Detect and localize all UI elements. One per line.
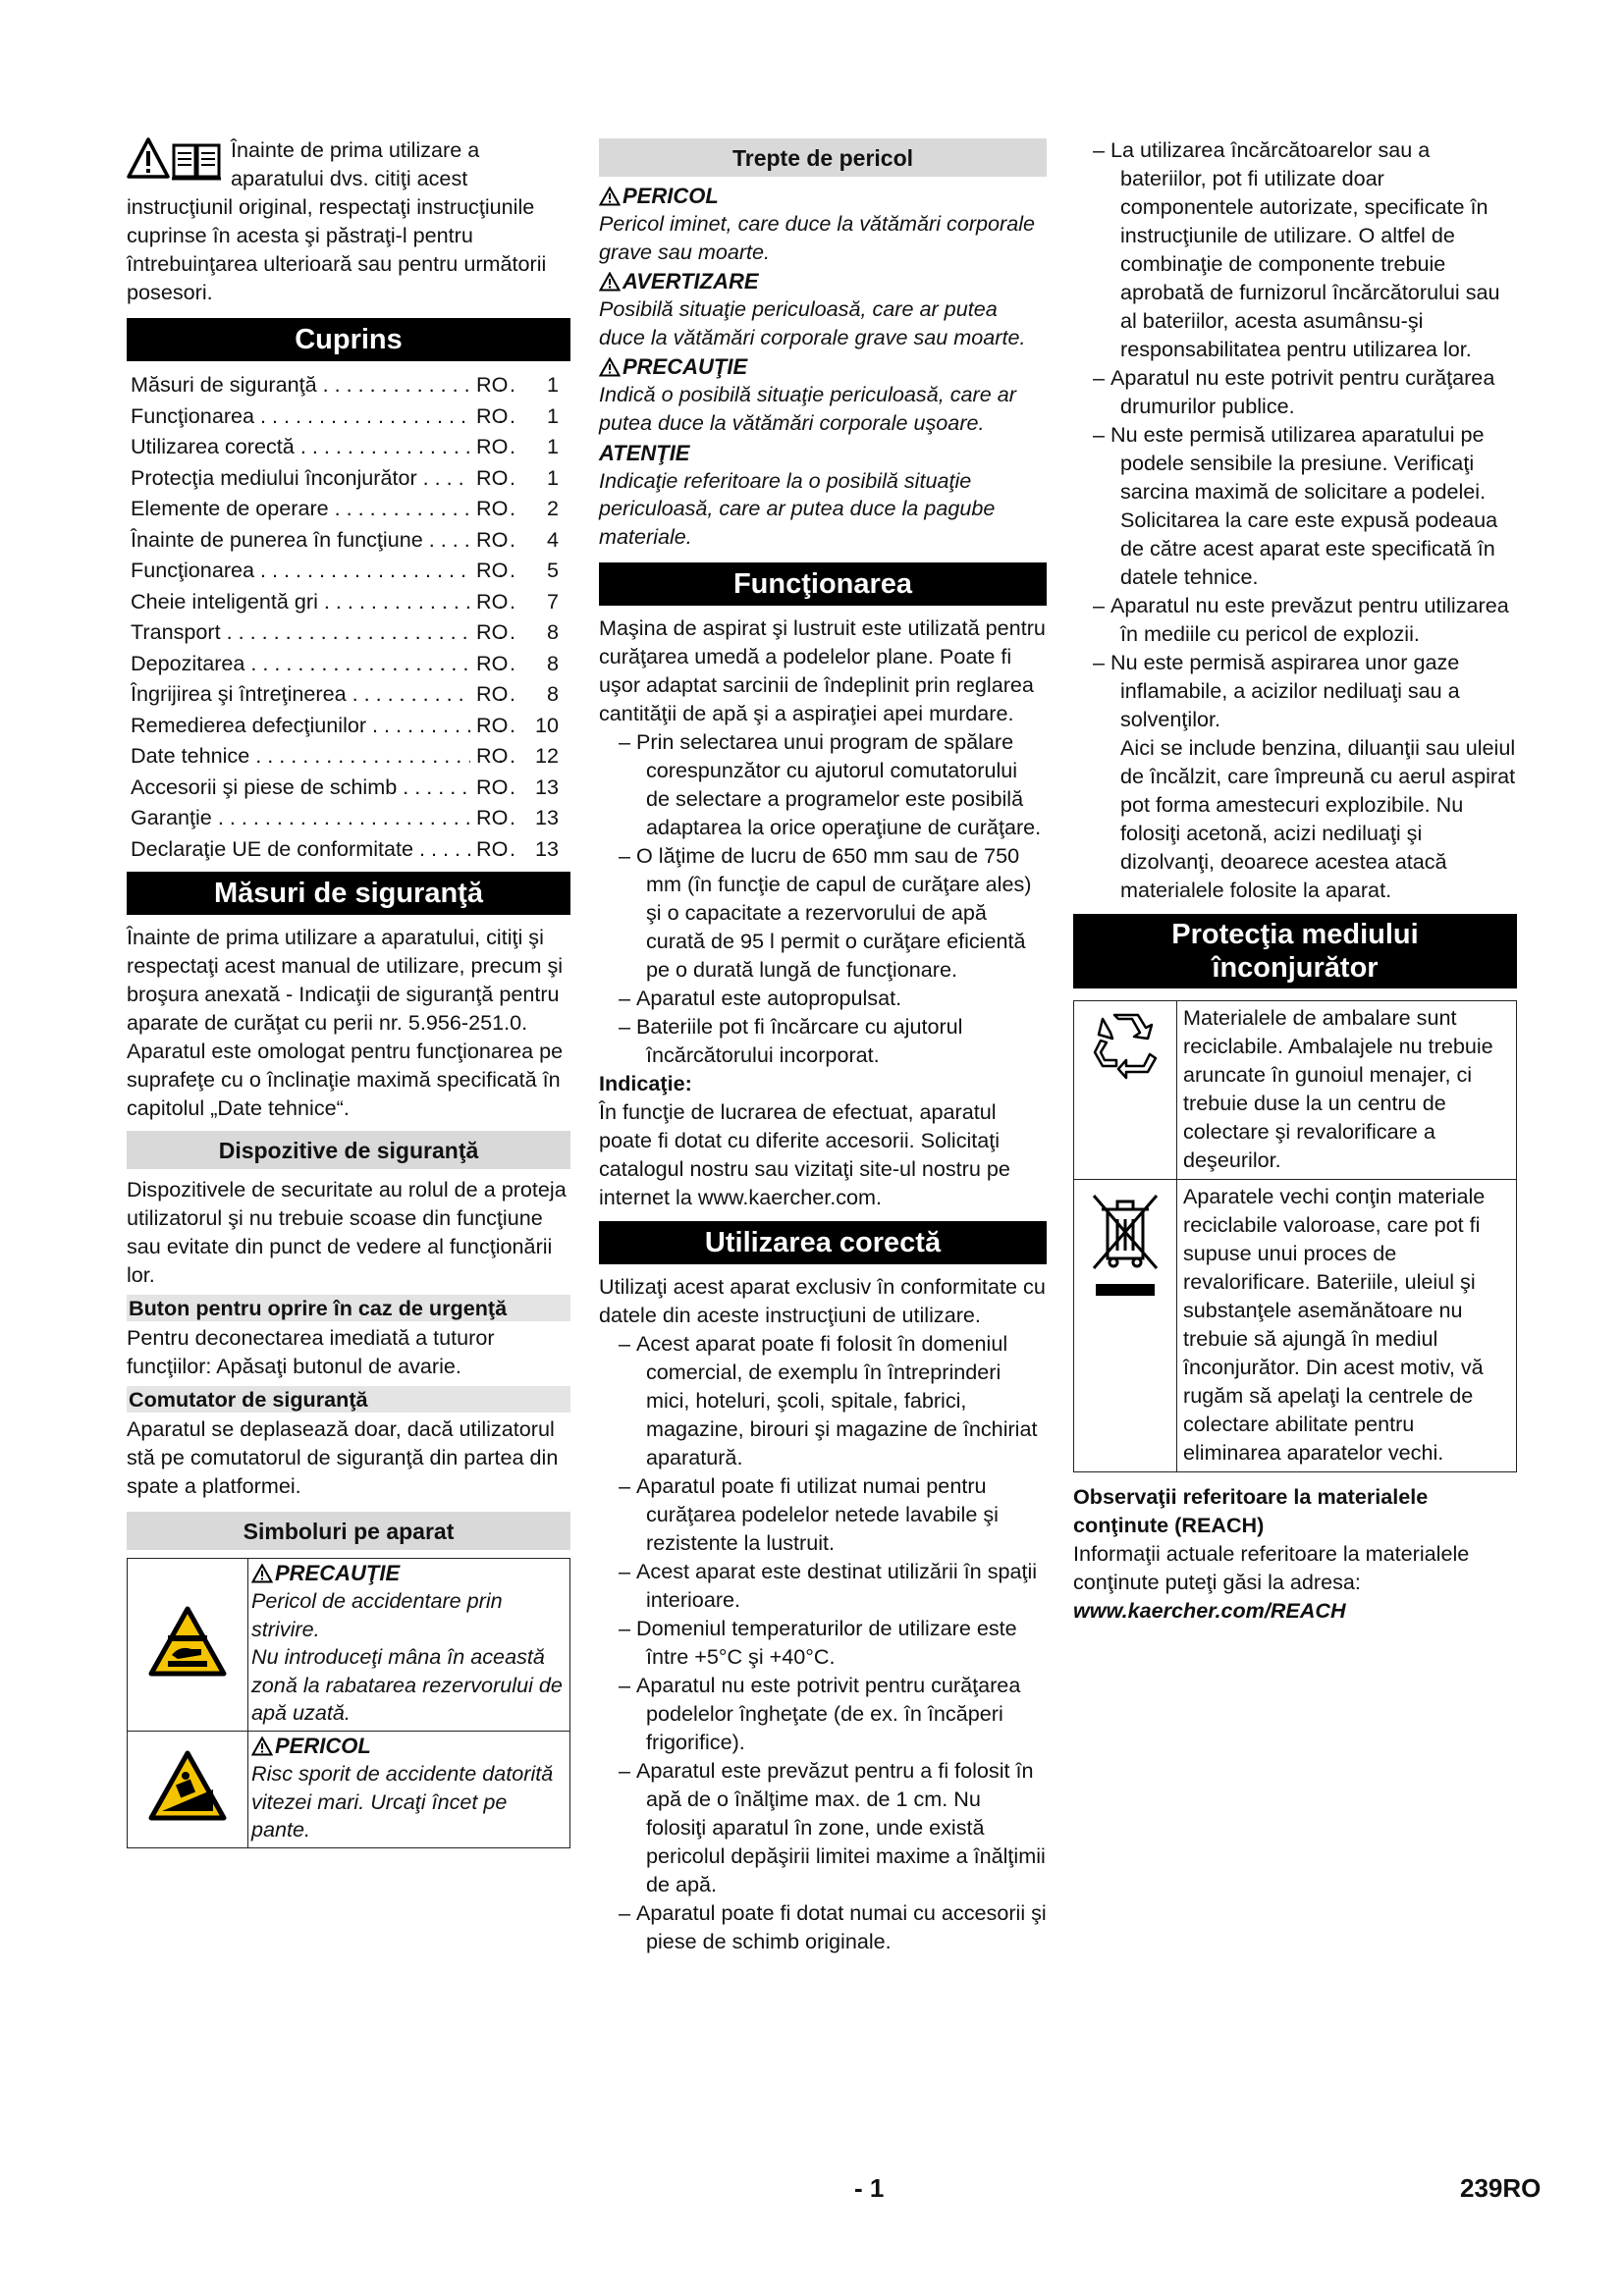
toc-item-lang: RO <box>476 402 509 428</box>
safety-heading: Măsuri de siguranţă <box>127 872 570 915</box>
list-item: – Nu este permisă aspirarea unor gaze inflamabile, a acizilor nediluaţi sau a solvenţilor. <box>1073 648 1517 733</box>
toc-item-lang: RO <box>476 464 509 490</box>
toc-row[interactable] <box>131 400 570 432</box>
toc-row[interactable] <box>131 586 570 617</box>
hazard-text: Pericol iminet, care duce la vătămări corporale grave sau moarte. <box>599 211 1036 264</box>
toc-row[interactable] <box>131 616 570 648</box>
toc-item-title: Înainte de punerea în funcţiune . . . <box>131 524 470 556</box>
list-item: – Domeniul temperaturilor de utilizare este între +5°C şi +40°C. <box>599 1614 1047 1671</box>
list-item: – Aparatul nu este potrivit pentru curăţarea drumurilor publice. <box>1073 363 1517 420</box>
toc-item-page: . . 5 <box>525 555 559 586</box>
hazard-text: Posibilă situaţie periculoasă, care ar putea duce la vătămări corporale grave sau moarte. <box>599 296 1026 349</box>
function-heading: Funcţionarea <box>599 562 1047 606</box>
list-item: – Aparatul poate fi utilizat numai pentru curăţarea podelelor netede lavabile şi rezistente la lustruit. <box>599 1471 1047 1557</box>
list-item: – Acest aparat este destinat utilizării în spaţii interioare. <box>599 1557 1047 1614</box>
safety-switch-heading: Comutator de siguranţă <box>127 1386 570 1413</box>
toc-item-page: . . 12 <box>525 740 559 772</box>
symbol-image-cell <box>128 1731 248 1847</box>
hazard-text: Indică o posibilă situaţie periculoasă, care ar putea duce la vătămări corporale uşoare. <box>599 382 1016 435</box>
toc-row[interactable] <box>131 772 570 803</box>
reach-heading: Observaţii referitoare la materialele conţinute (REACH) <box>1073 1484 1429 1537</box>
toc-row[interactable] <box>131 678 570 710</box>
environment-row <box>1074 1180 1517 1472</box>
toc-item-title: Măsuri de siguranţă . . . <box>131 369 470 400</box>
toc-row[interactable] <box>131 524 570 556</box>
function-paragraph: Maşina de aspirat şi lustruit este utilizată pentru curăţarea umedă a podelelor plane. Poate fi uşor adaptat sarcinii de îndeplinit prin reglarea cantităţii de apă şi a aspiraţiei apei murdare. <box>599 615 1046 726</box>
toc-item-lang: RO <box>476 558 509 582</box>
safety-paragraph-1: Înainte de prima utilizare a aparatului, citiţi şi respectaţi acest manual de utilizare, precum şi broşura anexată - Indicaţii de siguranţă pentru aparate de curăţat cu perii nr. 5.956-251.0. <box>127 925 564 1035</box>
list-item: – Aparatul nu este potrivit pentru curăţarea podelelor îngheţate (de ex. în încăperi frigorifice). <box>599 1671 1047 1756</box>
hazard-heading: Trepte de pericol <box>599 138 1047 177</box>
toc-item-page: . . 8 <box>525 616 559 648</box>
toc-item-title: Declaraţie UE de conformitate . . . <box>131 833 470 865</box>
toc-item-page: . . 2 <box>525 493 559 524</box>
function-list <box>599 727 1047 1069</box>
toc-item-title: Garanţie . . . <box>131 802 470 833</box>
symbol-row <box>128 1559 570 1732</box>
toc-item-lang: RO <box>476 496 509 520</box>
list-item: – Acest aparat poate fi folosit în domeniul comercial, de exemplu în întreprinderi mici, hoteluri, şcoli, spitale, fabrici, magazine, birouri şi magazine de închiriat aparatură. <box>599 1329 1047 1471</box>
usage-list <box>599 1329 1047 1955</box>
toc-item-lang: RO <box>476 774 509 799</box>
warning-triangle-icon <box>599 357 621 377</box>
toc-item-title: Cheie inteligentă gri . . . <box>131 586 470 617</box>
environment-image-cell <box>1074 1180 1177 1472</box>
toc-item-title: Transport . . . <box>131 616 470 648</box>
symbols-heading: Simboluri pe aparat <box>127 1512 570 1550</box>
symbol-label-text: PERICOL <box>275 1733 371 1758</box>
hazard-level <box>599 268 1047 351</box>
toc-row[interactable] <box>131 833 570 865</box>
hazard-label-text: AVERTIZARE <box>623 269 759 294</box>
toc-item-page: . . 1 <box>525 369 559 400</box>
reach-text: Informaţii actuale referitoare la materialele conţinute puteţi găsi la adresa: <box>1073 1541 1470 1594</box>
toc-item-title: Îngrijirea şi întreţinerea . . . <box>131 678 470 710</box>
symbol-text-cell <box>248 1731 570 1847</box>
hazard-level <box>599 353 1047 437</box>
warning-manual-icon <box>127 137 225 181</box>
safety-paragraph-2: Aparatul este omologat pentru funcţionarea pe suprafeţe cu o înclinaţie maximă specificată în capitolul „Date tehnice“. <box>127 1039 564 1120</box>
safety-devices-text: Dispozitivele de securitate au rolul de a proteja utilizatorul şi nu trebuie scoase din funcţiune sau evitate din punct de vedere al funcţionării lor. <box>127 1177 567 1287</box>
symbol-label-text: PRECAUŢIE <box>275 1561 401 1585</box>
page-number: - 1 <box>854 2173 885 2203</box>
column-right <box>1073 135 1517 1625</box>
hazard-label-text: PRECAUŢIE <box>623 354 748 380</box>
estop-heading: Buton pentru oprire în caz de urgenţă <box>127 1295 570 1321</box>
symbol-text-cell <box>248 1559 570 1732</box>
column-middle <box>599 138 1047 1955</box>
toc-item-page: . . 13 <box>525 802 559 833</box>
symbol-text-2: Nu introduceţi mâna în această zonă la rabatarea rezervorului de apă uzată. <box>251 1644 563 1726</box>
usage-paragraph: Utilizaţi acest aparat exclusiv în conformitate cu datele din aceste instrucţiuni de utilizare. <box>599 1274 1046 1328</box>
warning-triangle-icon <box>251 1564 273 1583</box>
toc-heading: Cuprins <box>127 318 570 361</box>
toc-row[interactable] <box>131 802 570 833</box>
symbol-label <box>251 1733 567 1760</box>
symbols-table <box>127 1558 570 1848</box>
symbol-text-1: Pericol de accidentare prin strivire. <box>251 1588 503 1641</box>
toc-item-lang: RO <box>476 526 509 552</box>
toc-item-title: Funcţionarea . . . <box>131 555 470 586</box>
reach-link[interactable]: www.kaercher.com/REACH <box>1073 1598 1346 1623</box>
column-left <box>127 135 570 1848</box>
toc-item-title: Accesorii şi piese de schimb . . . <box>131 772 470 803</box>
toc-item-lang: RO <box>476 835 509 861</box>
toc-item-lang: RO <box>476 712 509 737</box>
environment-table <box>1073 1000 1517 1472</box>
crush-hazard-icon <box>148 1606 227 1677</box>
environment-text-2: Aparatele vechi conţin materiale reciclabile valoroase, care pot fi supuse unui proces de revalorificare. Bateriile, uleiul şi substanţele asemănătoare nu trebuie să ajungă în mediul înconjurător. Din acest motiv, vă rugăm să apelaţi la centrele de colectare abilitate pentru eliminarea aparatelor vechi. <box>1177 1180 1517 1472</box>
hazard-levels <box>599 183 1047 551</box>
environment-heading: Protecţia mediului înconjurător <box>1073 914 1517 988</box>
hazard-label <box>599 183 1047 210</box>
toc-item-page: . . 13 <box>525 772 559 803</box>
toc-item-title: Utilizarea corectă . . . <box>131 431 470 462</box>
environment-image-cell <box>1074 1001 1177 1180</box>
toc-row[interactable] <box>131 740 570 772</box>
recycle-icon <box>1091 1011 1160 1080</box>
solvent-note: Aici se include benzina, diluanţii sau uleiul de încălzit, care împreună cu aerul aspirat pot forma amestecuri explozibile. Nu folosiţi acetonă, acizi nediluaţi şi dizolvanţi, deoarece acestea atacă materialele folosite la aparat. <box>1120 735 1516 902</box>
list-item: – Nu este permisă utilizarea aparatului pe podele sensibile la presiune. Verificaţi sarcina maximă de solicitare a podelei. Solicitarea la care este expusă podeaua de către acest aparat este specificată în datele tehnice. <box>1073 420 1517 591</box>
symbol-label <box>251 1560 567 1587</box>
toc-row[interactable] <box>131 462 570 494</box>
toc-row[interactable] <box>131 431 570 462</box>
environment-text-1: Materialele de ambalare sunt reciclabile. Ambalajele nu trebuie aruncate în gunoiul menajer, ci trebuie duse la un centru de colectare şi revalorificare a deşeurilor. <box>1177 1001 1517 1180</box>
toc-item-page: . . 7 <box>525 586 559 617</box>
safety-devices-heading: Dispozitive de siguranţă <box>127 1131 570 1169</box>
toc-row[interactable] <box>131 493 570 524</box>
toc-item-page: . . 13 <box>525 833 559 865</box>
warning-triangle-icon <box>599 187 621 206</box>
toc-item-title: Date tehnice . . . <box>131 740 470 772</box>
intro-block <box>127 135 570 306</box>
hazard-text: Indicaţie referitoare la o posibilă situaţie periculoasă, care ar putea duce la pagube materiale. <box>599 467 996 549</box>
toc-item-title: Funcţionarea . . . <box>131 400 470 432</box>
slope-hazard-icon <box>148 1750 227 1821</box>
toc-item-title: Remedierea defecţiunilor . . . <box>131 710 470 741</box>
toc-item-title: Elemente de operare . . . <box>131 493 470 524</box>
list-item: – La utilizarea încărcătoarelor sau a bateriilor, pot fi utilizate doar componentele autorizate, specificate în instrucţiunile de utilizare. O altfel de combinaţie de componente trebuie aprobată de furnizorul încărcătorului sau al bateriilor, acesta asumânsu-şi responsabilitatea pentru utilizarea lor. <box>1073 135 1517 363</box>
toc-row[interactable] <box>131 555 570 586</box>
toc-item-lang: RO <box>476 372 509 397</box>
toc-item-page: . . 8 <box>525 648 559 679</box>
hazard-label <box>599 353 1047 381</box>
crossed-bin-icon <box>1088 1190 1163 1308</box>
list-item: – Aparatul poate fi dotat numai cu accesorii şi piese de schimb originale. <box>599 1898 1047 1955</box>
safety-switch-text: Aparatul se deplasează doar, dacă utilizatorul stă pe comutatorul de siguranţă din partea din spate a platformei. <box>127 1416 559 1498</box>
toc-row[interactable] <box>131 369 570 400</box>
toc-item-title: Protecţia mediului înconjurător . . . <box>131 462 470 494</box>
hazard-level <box>599 440 1047 552</box>
hazard-label-text: ATENŢIE <box>599 440 690 465</box>
toc-item-page: . . 1 <box>525 431 559 462</box>
usage-heading: Utilizarea corectă <box>599 1221 1047 1264</box>
symbol-row <box>128 1731 570 1847</box>
page-code: 239RO <box>1460 2173 1542 2203</box>
toc-item-lang: RO <box>476 805 509 829</box>
toc-item-title: Depozitarea . . . <box>131 648 470 679</box>
hazard-label-text: PERICOL <box>623 184 719 208</box>
toc-item-page: . . 1 <box>525 462 559 494</box>
environment-row <box>1074 1001 1517 1180</box>
toc-item-page: . . 1 <box>525 400 559 432</box>
list-item: – Aparatul este autopropulsat. <box>599 984 1047 1012</box>
hazard-level <box>599 183 1047 266</box>
toc-item-page: . . 8 <box>525 678 559 710</box>
toc-item-lang: RO <box>476 650 509 675</box>
symbol-image-cell <box>128 1559 248 1732</box>
toc-item-page: . . 10 <box>525 710 559 741</box>
list-item: – Aparatul nu este prevăzut pentru utilizarea în mediile cu pericol de explozii. <box>1073 591 1517 648</box>
list-item: – Aparatul este prevăzut pentru a fi folosit în apă de o înălţime max. de 1 cm. Nu folosiţi aparatul în zone, unde există pericolul depăşirii limitei maxime a înălţimii de apă. <box>599 1756 1047 1898</box>
list-item: – Bateriile pot fi încărcare cu ajutorul încărcătorului incorporat. <box>599 1012 1047 1069</box>
toc-item-lang: RO <box>476 619 509 644</box>
symbol-text-1: Risc sporit de accidente datorită vitezei mari. Urcaţi încet pe pante. <box>251 1760 554 1842</box>
toc-item-lang: RO <box>476 681 509 706</box>
usage-list-continued <box>1073 135 1517 733</box>
warning-triangle-icon <box>251 1736 273 1756</box>
function-note-text: În funcţie de lucrarea de efectuat, aparatul poate fi dotat cu diferite accesorii. Solicitaţi catalogul nostru sau vizitaţi site-ul nostru pe internet la www.kaercher.com. <box>599 1099 1010 1210</box>
hazard-label <box>599 440 1047 467</box>
toc-item-lang: RO <box>476 588 509 614</box>
toc-item-page: . . 4 <box>525 524 559 556</box>
toc-item-lang: RO <box>476 743 509 768</box>
list-item: – Prin selectarea unui program de spălare corespunzător cu ajutorul comutatorului de selectare a programelor este posibilă adaptarea la orice operaţiune de curăţare. <box>599 727 1047 841</box>
table-of-contents <box>131 369 570 864</box>
toc-row[interactable] <box>131 710 570 741</box>
intro-text: Înainte de prima utilizare a aparatului dvs. citiţi acest instrucţiunil original, respectaţi instrucţiunile cuprinse în acesta şi păstraţi-l pentru întrebuinţarea ulterioară sau pentru următorii posesori. <box>127 137 547 304</box>
toc-item-lang: RO <box>476 434 509 458</box>
warning-triangle-icon <box>599 272 621 292</box>
list-item: – O lăţime de lucru de 650 mm sau de 750 mm (în funcţie de capul de curăţare ales) şi o capacitate a rezervorului de apă curată de 95 l permit o curăţare eficientă pe o durată lungă de funcţionare. <box>599 841 1047 984</box>
estop-text: Pentru deconectarea imediată a tuturor funcţiilor: Apăsaţi butonul de avarie. <box>127 1325 495 1378</box>
toc-row[interactable] <box>131 648 570 679</box>
function-note-title: Indicaţie: <box>599 1071 692 1096</box>
hazard-label <box>599 268 1047 295</box>
